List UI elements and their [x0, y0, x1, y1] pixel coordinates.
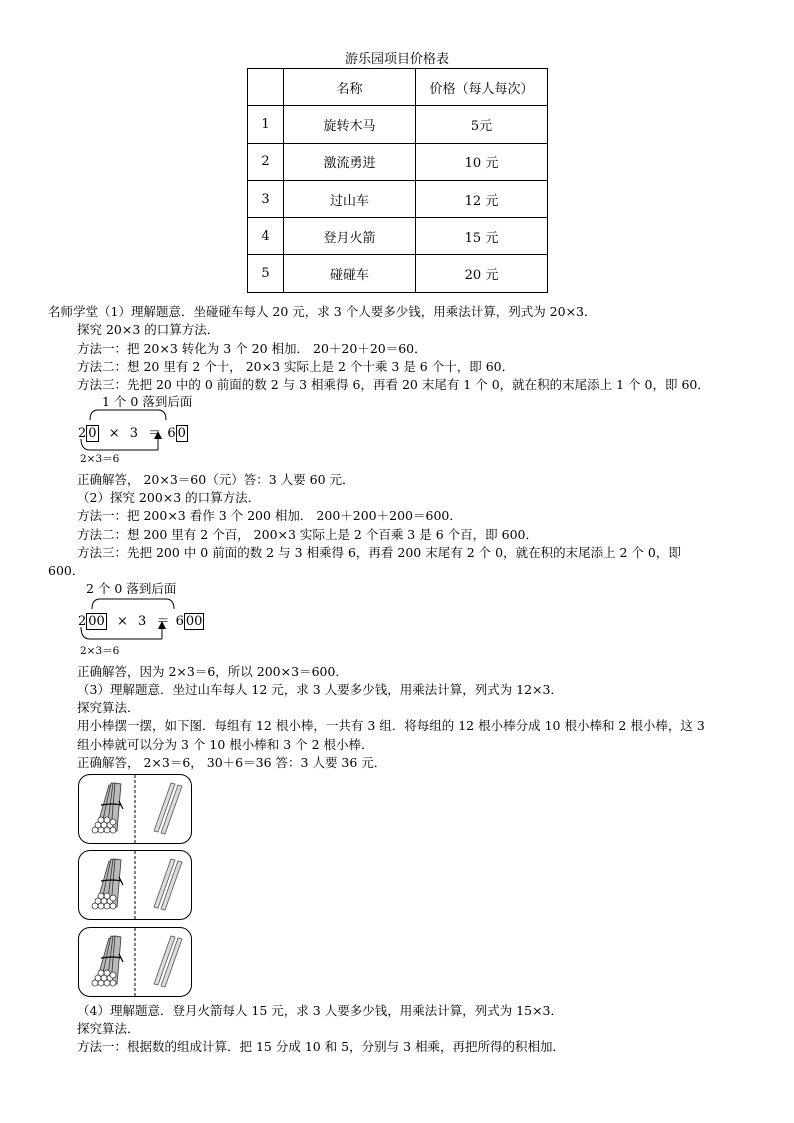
table-row: [248, 255, 548, 292]
header-name: 名称: [284, 69, 416, 106]
digit: 3: [129, 426, 139, 441]
stick-group-illustration: [78, 927, 192, 997]
cell-name: 旋转木马: [284, 106, 416, 143]
header-price: 价格（每人每次）: [416, 69, 548, 106]
text-line: （4）理解题意．登月火箭每人 15 元，求 3 人要多少钱，用乘法计算，列式为 15×3．: [77, 1003, 564, 1018]
text-line: 方法一：根据数的组成计算．把 15 分成 10 和 5，分别与 3 相乘，再把所得的积相加．: [77, 1039, 566, 1054]
cell-index: 4: [248, 218, 284, 255]
text-line: 用小棒摆一摆，如下图．每组有 12 根小棒，一共有 3 组．将每组的 12 根小棒分成 10 根小棒和 2 根小棒，这 3: [77, 718, 705, 733]
diagram-sub: 2×3＝6: [80, 645, 120, 657]
text-line: 探究算法．: [77, 700, 140, 715]
zero-box: 00: [88, 614, 105, 629]
cell-index: 3: [248, 180, 284, 217]
header-index: [248, 69, 284, 106]
digit: 2: [78, 426, 87, 441]
text-line: 组小棒就可以分为 3 个 10 根小棒和 3 个 2 根小棒．: [77, 737, 374, 752]
diagram-equation: [78, 610, 204, 629]
digit: 2: [78, 614, 87, 629]
table-row: [248, 143, 548, 180]
text-line: 正确解答， 20×3＝60（元）答：3 人要 60 元．: [77, 472, 355, 487]
diagram-sub: 2×3＝6: [80, 453, 120, 465]
cell-name: 过山车: [284, 180, 416, 217]
table-row: [248, 106, 548, 143]
stick-group-illustration: [78, 850, 192, 920]
digit: 3: [138, 614, 147, 629]
equals-sign: ＝: [148, 426, 162, 441]
cell-price: 12 元: [416, 180, 548, 217]
equals-sign: ＝: [156, 614, 170, 629]
digit: 6: [175, 614, 184, 629]
stick-group-illustration: [78, 774, 192, 844]
cell-index: 1: [248, 106, 284, 143]
diagram-equation: [78, 422, 188, 441]
bundle-of-sticks-icon: [79, 851, 191, 919]
bundle-of-sticks-icon: [79, 775, 191, 843]
text-line: 探究 20×3 的口算方法．: [77, 322, 220, 337]
zero-box: 0: [88, 426, 97, 441]
text-line: 方法二：想 200 里有 2 个百， 200×3 实际上是 2 个百乘 3 是 6 个百，即 600．: [77, 527, 538, 542]
cell-name: 碰碰车: [284, 255, 416, 292]
mental-math-diagram-2: [78, 579, 203, 659]
table-caption: 游乐园项目价格表: [344, 52, 449, 67]
text-line: 方法三：先把 200 中 0 前面的数 2 与 3 相乘得 6，再看 200 末尾有 2 个 0，就在积的末尾添上 2 个 0，即: [77, 545, 681, 560]
times-sign: ×: [116, 614, 128, 629]
text-line: 正确解答，因为 2×3＝6，所以 200×3＝600．: [77, 664, 348, 679]
text-line: 方法二：想 20 里有 2 个十， 20×3 实际上是 2 个十乘 3 是 6 个十，即 60．: [77, 359, 515, 374]
text-line: 方法一：把 200×3 看作 3 个 200 相加． 200＋200＋200＝600．: [77, 508, 462, 523]
cell-price: 15 元: [416, 218, 548, 255]
text-line: 正确解答， 2×3＝6， 30＋6＝36 答：3 人要 36 元．: [77, 755, 387, 770]
cell-price: 20 元: [416, 255, 548, 292]
cell-name: 登月火箭: [284, 218, 416, 255]
cell-index: 5: [248, 255, 284, 292]
zero-box: 0: [177, 426, 186, 441]
price-table: [247, 68, 548, 293]
text-line: 探究算法．: [77, 1021, 140, 1036]
mental-math-diagram-1: [78, 392, 193, 465]
bundle-of-sticks-icon: [79, 928, 191, 996]
cell-price: 10 元: [416, 143, 548, 180]
text-line: 名师学堂（1）理解题意．坐碰碰车每人 20 元，求 3 个人要多少钱，用乘法计算，列式为 20×3．: [48, 304, 597, 319]
times-sign: ×: [108, 426, 120, 441]
table-row: [248, 218, 548, 255]
diagram-note: 2 个 0 落到后面: [86, 581, 177, 596]
text-line: 600．: [48, 563, 85, 578]
diagram-note: 1 个 0 落到后面: [102, 394, 193, 409]
cell-index: 2: [248, 143, 284, 180]
table-header-row: [248, 69, 548, 106]
table-row: [248, 180, 548, 217]
text-line: 方法一：把 20×3 转化为 3 个 20 相加． 20＋20＋20＝60．: [77, 341, 427, 356]
text-line: 方法三：先把 20 中的 0 前面的数 2 与 3 相乘得 6，再看 20 末尾有 1 个 0，就在积的末尾添上 1 个 0，即 60．: [77, 377, 710, 392]
zero-box: 00: [185, 614, 203, 629]
digit: 6: [167, 426, 176, 441]
cell-price: 5元: [416, 106, 548, 143]
text-line: （2）探究 200×3 的口算方法．: [77, 490, 261, 505]
text-line: （3）理解题意．坐过山车每人 12 元，求 3 人要多少钱，用乘法计算，列式为 12×3．: [77, 682, 564, 697]
cell-name: 激流勇进: [284, 143, 416, 180]
